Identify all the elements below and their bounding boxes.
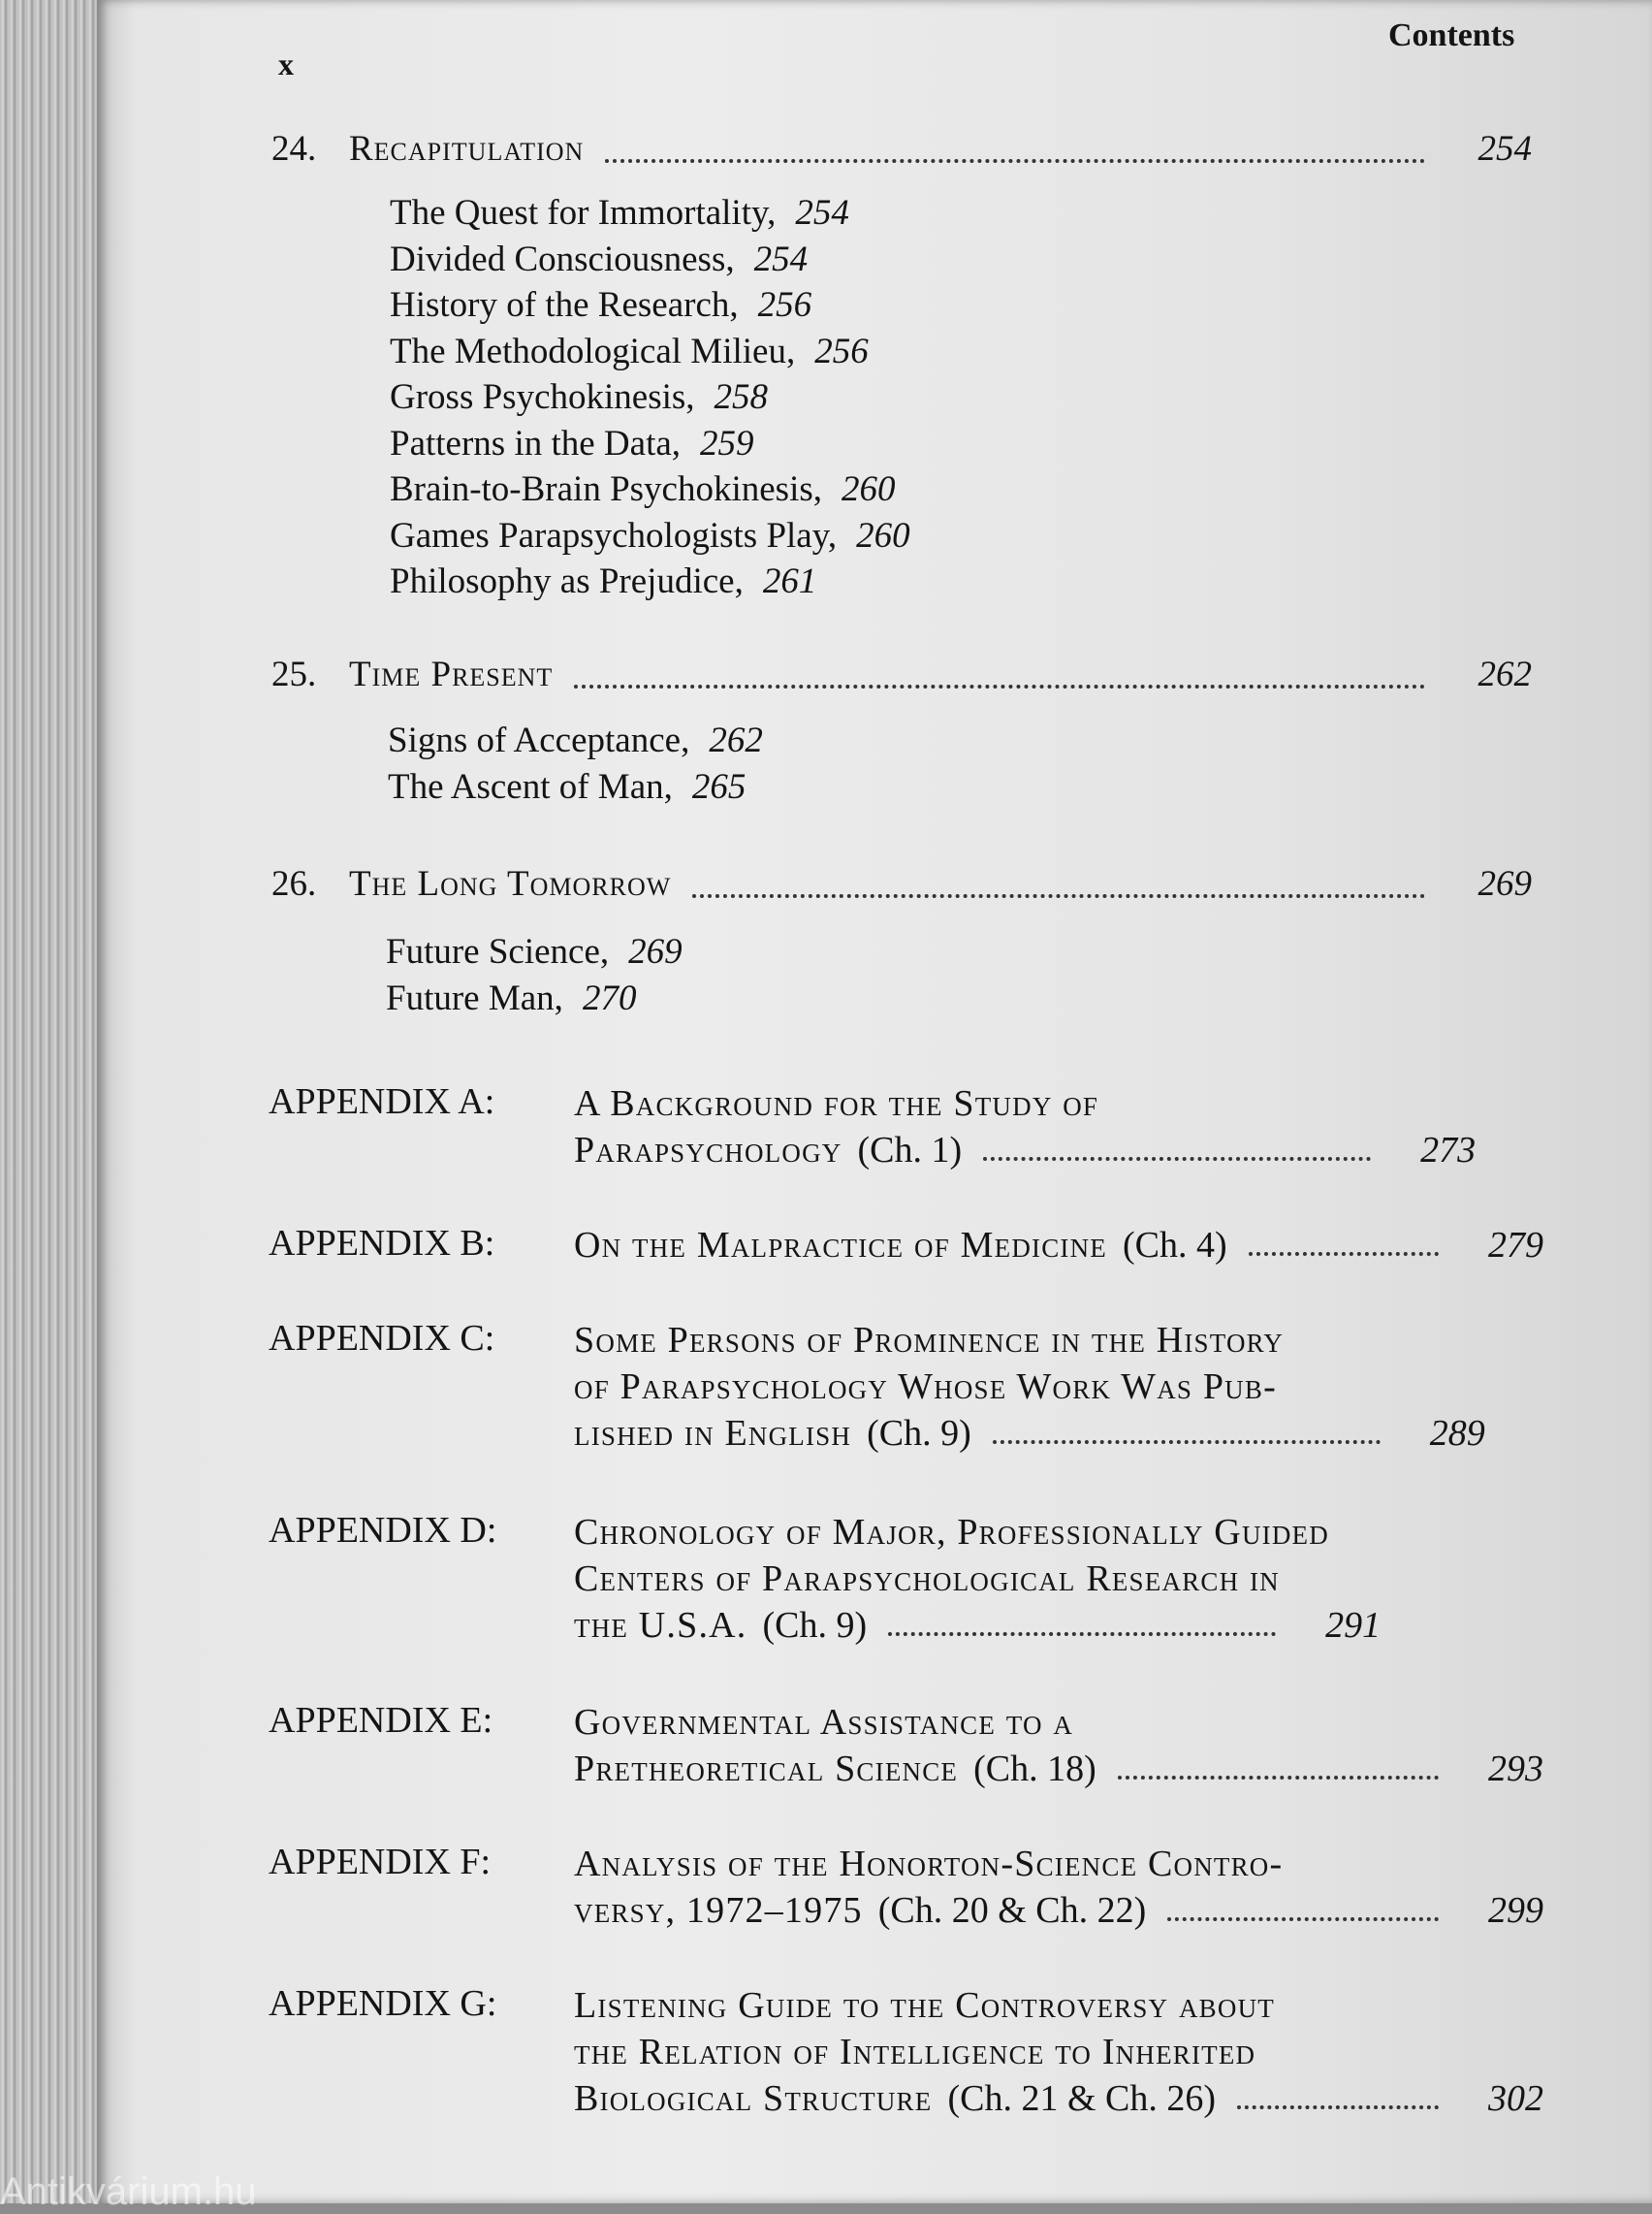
chapter-title: Recapitulation <box>349 129 585 169</box>
section-entry <box>390 237 910 283</box>
chapter-ref: (Ch. 9) <box>867 1413 971 1454</box>
appendix-title-line: the Relation of Intelligence to Inherited <box>574 2032 1256 2072</box>
chapter-number: 24. <box>271 129 317 169</box>
section-page: 261 <box>762 562 817 601</box>
section-title: The Methodological Milieu, <box>390 331 796 371</box>
section-page: 254 <box>753 239 809 279</box>
appendix-label: APPENDIX A: <box>269 1081 495 1122</box>
chapter-page: 262 <box>1477 655 1532 694</box>
chapter-page: 269 <box>1477 864 1532 904</box>
toc-chapter-25 <box>271 654 1532 698</box>
section-entry <box>390 513 910 560</box>
chapter-25-sections <box>388 718 763 810</box>
section-entry <box>388 764 763 811</box>
section-title: Patterns in the Data, <box>390 423 682 464</box>
appendix-title <box>574 1841 1543 1934</box>
section-title: Future Science, <box>386 932 610 972</box>
section-entry <box>390 329 910 375</box>
watermark: Antikvárium.hu <box>0 2170 257 2213</box>
chapter-title: Time Present <box>349 655 554 694</box>
appendix-title-line: lished in English <box>574 1413 852 1454</box>
chapter-ref: (Ch. 18) <box>973 1749 1096 1789</box>
appendix-page: 293 <box>1488 1749 1543 1789</box>
dot-leader <box>993 1440 1381 1444</box>
appendix-title <box>574 1699 1543 1792</box>
section-entry <box>390 466 910 513</box>
section-page: 262 <box>709 721 763 760</box>
appendix-title-line: Some Persons of Prominence in the History <box>574 1320 1285 1361</box>
section-title: Divided Consciousness, <box>390 239 735 279</box>
section-page: 258 <box>714 377 769 417</box>
appendix-title-line: Centers of Parapsychological Research in <box>574 1558 1280 1599</box>
chapter-24-sections <box>390 190 910 605</box>
toc-chapter-26 <box>271 863 1532 908</box>
chapter-number: 25. <box>271 655 317 694</box>
section-title: Games Parapsychologists Play, <box>390 515 838 556</box>
dot-leader <box>1167 1917 1439 1921</box>
section-title: Future Man, <box>386 978 563 1018</box>
dot-leader <box>1118 1776 1439 1780</box>
section-page: 259 <box>700 423 754 464</box>
section-title: Philosophy as Prejudice, <box>390 562 744 601</box>
appendix-label: APPENDIX F: <box>269 1842 492 1882</box>
section-page: 254 <box>795 193 849 233</box>
section-entry <box>390 190 910 237</box>
chapter-page: 254 <box>1477 129 1532 169</box>
chapter-title: The Long Tomorrow <box>349 864 672 904</box>
appendix-title-line: Chronology of Major, Professionally Guided <box>574 1512 1329 1553</box>
section-entry <box>390 559 910 605</box>
running-head: Contents <box>1388 17 1515 53</box>
appendix-title-line: Parapsychology <box>574 1130 842 1171</box>
dot-leader <box>983 1157 1371 1161</box>
appendix-title-line: versy, 1972–1975 <box>574 1890 863 1931</box>
book-page-edges <box>0 0 97 2203</box>
appendix-title-line: Analysis of the Honorton-Science Contro- <box>574 1844 1284 1884</box>
section-entry <box>390 282 910 329</box>
section-page: 265 <box>691 766 747 807</box>
appendix-title-line: On the Malpractice of Medicine <box>574 1225 1107 1266</box>
appendix-title-line: of Parapsychology Whose Work Was Pub- <box>574 1366 1277 1407</box>
chapter-ref: (Ch. 9) <box>762 1605 868 1646</box>
section-page: 256 <box>757 285 812 325</box>
section-entry <box>386 976 683 1022</box>
appendix-title-line: Pretheoretical Science <box>574 1749 959 1789</box>
appendix-title <box>574 1222 1543 1268</box>
appendix-page: 279 <box>1488 1225 1543 1266</box>
section-title: The Quest for Immortality, <box>390 193 777 233</box>
appendix-page: 291 <box>1325 1605 1382 1646</box>
section-title: Signs of Acceptance, <box>388 721 690 760</box>
section-page: 256 <box>814 331 869 371</box>
section-page: 260 <box>856 515 910 556</box>
section-page: 270 <box>582 978 637 1018</box>
dot-leader <box>1249 1252 1439 1256</box>
appendix-title-line: Biological Structure <box>574 2078 933 2119</box>
appendix-label: APPENDIX E: <box>269 1700 493 1741</box>
dot-leader <box>605 159 1425 163</box>
appendix-label: APPENDIX C: <box>269 1318 495 1359</box>
section-entry <box>386 929 683 976</box>
section-title: Gross Psychokinesis, <box>390 377 695 417</box>
dot-leader <box>574 685 1425 689</box>
chapter-ref: (Ch. 4) <box>1123 1225 1227 1266</box>
dot-leader <box>1237 2105 1439 2109</box>
dot-leader <box>888 1632 1276 1636</box>
appendix-title-line: A Background for the Study of <box>574 1083 1099 1124</box>
chapter-ref: (Ch. 1) <box>857 1130 963 1171</box>
appendix-title-line: Governmental Assistance to a <box>574 1702 1074 1743</box>
section-page: 260 <box>842 469 896 509</box>
appendix-title-line: the U.S.A. <box>574 1605 747 1646</box>
dot-leader <box>692 894 1425 898</box>
appendix-title <box>574 1982 1543 2122</box>
appendix-label: APPENDIX B: <box>269 1223 495 1264</box>
appendix-label: APPENDIX D: <box>269 1510 497 1551</box>
chapter-26-sections <box>386 929 683 1021</box>
toc-chapter-24 <box>271 128 1532 173</box>
appendix-page: 289 <box>1429 1413 1485 1454</box>
appendix-title-line: Listening Guide to the Controversy about <box>574 1985 1275 2026</box>
section-title: History of the Research, <box>390 285 739 325</box>
page-number: x <box>278 47 294 81</box>
chapter-ref: (Ch. 20 & Ch. 22) <box>877 1890 1147 1931</box>
section-page: 269 <box>628 932 683 972</box>
section-entry <box>390 421 910 467</box>
chapter-ref: (Ch. 21 & Ch. 26) <box>947 2078 1217 2119</box>
appendix-title <box>574 1317 1543 1457</box>
chapter-number: 26. <box>271 864 317 904</box>
appendix-title <box>574 1509 1543 1649</box>
section-title: The Ascent of Man, <box>388 766 673 807</box>
appendix-label: APPENDIX G: <box>269 1983 497 2024</box>
appendix-title <box>574 1080 1543 1173</box>
appendix-page: 273 <box>1420 1130 1477 1171</box>
section-entry <box>390 374 910 421</box>
section-entry <box>388 718 763 764</box>
appendix-page: 299 <box>1488 1890 1543 1931</box>
section-title: Brain-to-Brain Psychokinesis, <box>390 469 823 509</box>
appendix-page: 302 <box>1488 2078 1543 2119</box>
